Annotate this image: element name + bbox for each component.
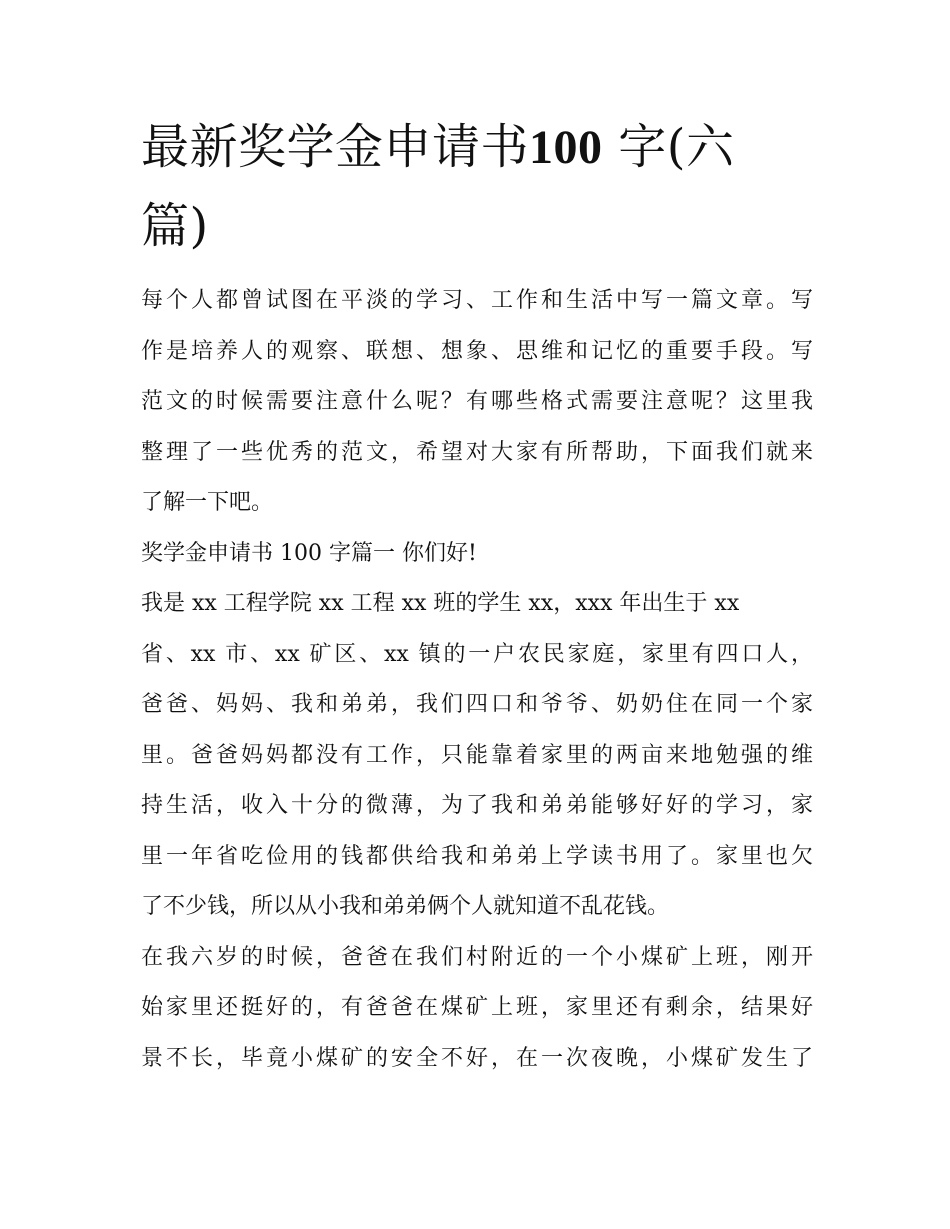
text-line: 我是 xx 工程学院 xx 工程 xx 班的学生 xx，xxx 年出生于 xx	[141, 591, 740, 616]
text-line: 景不长，毕竟小煤矿的安全不好，在一次夜晚，小煤矿发生了	[141, 1045, 813, 1071]
text-line: 了解一下吧。	[141, 490, 274, 515]
text-line: 持生活，收入十分的微薄，为了我和弟弟能够好好的学习，家	[141, 793, 813, 818]
document-body	[141, 276, 813, 1084]
title-text-b: 字(六	[602, 119, 735, 175]
text-line: 每个人都曾试图在平淡的学习、工作和生活中写一篇文章。写	[141, 288, 813, 313]
document-page	[141, 108, 813, 1084]
section-heading-line: 奖学金申请书 100 字篇一 你们好!	[141, 540, 477, 566]
title-line-2	[141, 187, 813, 265]
text-line: 省、xx 市、xx 矿区、xx 镇的一户农民家庭，家里有四口人，	[141, 641, 813, 667]
title-text-c: 篇)	[141, 198, 209, 254]
text-line: 范文的时候需要注意什么呢？有哪些格式需要注意呢？这里我	[141, 389, 813, 414]
document-title	[141, 108, 813, 265]
title-line-1	[141, 108, 813, 187]
text-line: 始家里还挺好的，有爸爸在煤矿上班，家里还有剩余，结果好	[141, 995, 813, 1020]
text-line: 爸爸、妈妈、我和弟弟，我们四口和爷爷、奶奶住在同一个家	[141, 692, 813, 717]
text-line: 里。爸爸妈妈都没有工作，只能靠着家里的两亩来地勉强的维	[141, 742, 813, 768]
text-line: 了不少钱，所以从小我和弟弟俩个人就知道不乱花钱。	[141, 894, 670, 919]
text-line: 整理了一些优秀的范文，希望对大家有所帮助，下面我们就来	[141, 439, 813, 465]
title-number: 100	[529, 121, 603, 174]
text-line: 里一年省吃俭用的钱都供给我和弟弟上学读书用了。家里也欠	[141, 843, 813, 869]
text-line: 在我六岁的时候，爸爸在我们村附近的一个小煤矿上班，刚开	[141, 944, 813, 970]
text-line: 作是培养人的观察、联想、想象、思维和记忆的重要手段。写	[141, 338, 813, 364]
title-text-a: 最新奖学金申请书	[141, 119, 530, 175]
